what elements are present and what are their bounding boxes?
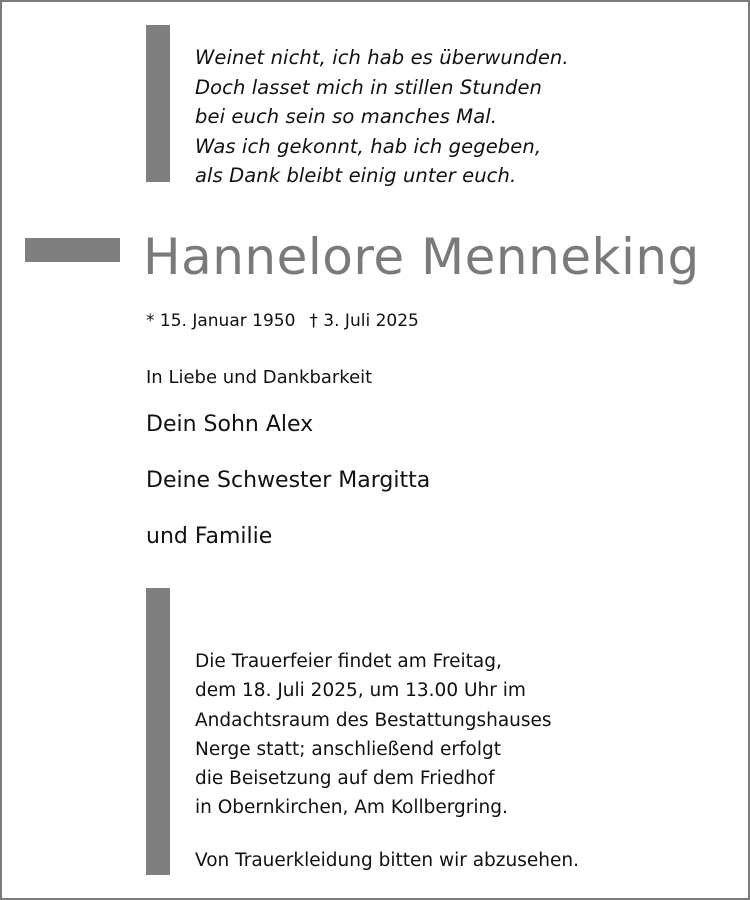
mourner-name: Deine Schwester Margitta — [146, 468, 431, 493]
service-info — [195, 647, 552, 823]
birth-date: * 15. Januar 1950 — [146, 311, 296, 331]
poem-line: Was ich gekonnt, hab ich gegeben, — [195, 134, 542, 158]
poem-line: Doch lasset mich in stillen Stunden — [195, 75, 543, 99]
mourners-intro: In Liebe und Dankbarkeit — [146, 367, 373, 388]
poem-line: Weinet nicht, ich hab es überwunden. — [195, 46, 569, 69]
life-dates — [146, 309, 419, 333]
deceased-name: Hannelore Menneking — [143, 228, 700, 286]
service-line: dem 18. Juli 2025, um 13.00 Uhr im — [195, 680, 526, 702]
decorative-bar-horizontal — [25, 238, 120, 262]
poem — [195, 43, 569, 191]
poem-line: als Dank bleibt einig unter euch. — [195, 164, 517, 187]
service-line: Die Trauerfeier findet am Freitag, — [195, 651, 502, 672]
decorative-bar-bottom — [146, 588, 170, 875]
clothing-note: Von Trauerkleidung bitten wir abzusehen. — [195, 850, 579, 871]
poem-line: bei euch sein so manches Mal. — [195, 105, 498, 128]
mourner-name: Dein Sohn Alex — [146, 412, 314, 437]
service-line: in Obernkirchen, Am Kollbergring. — [195, 797, 508, 819]
death-date: † 3. Juli 2025 — [309, 311, 419, 331]
decorative-bar-top — [146, 25, 170, 182]
service-line: Nerge statt; anschließend erfolgt — [195, 738, 501, 760]
service-line: die Beisetzung auf dem Friedhof — [195, 768, 495, 790]
mourner-name: und Familie — [146, 524, 273, 549]
service-line: Andachtsraum des Bestattungshauses — [195, 709, 552, 731]
